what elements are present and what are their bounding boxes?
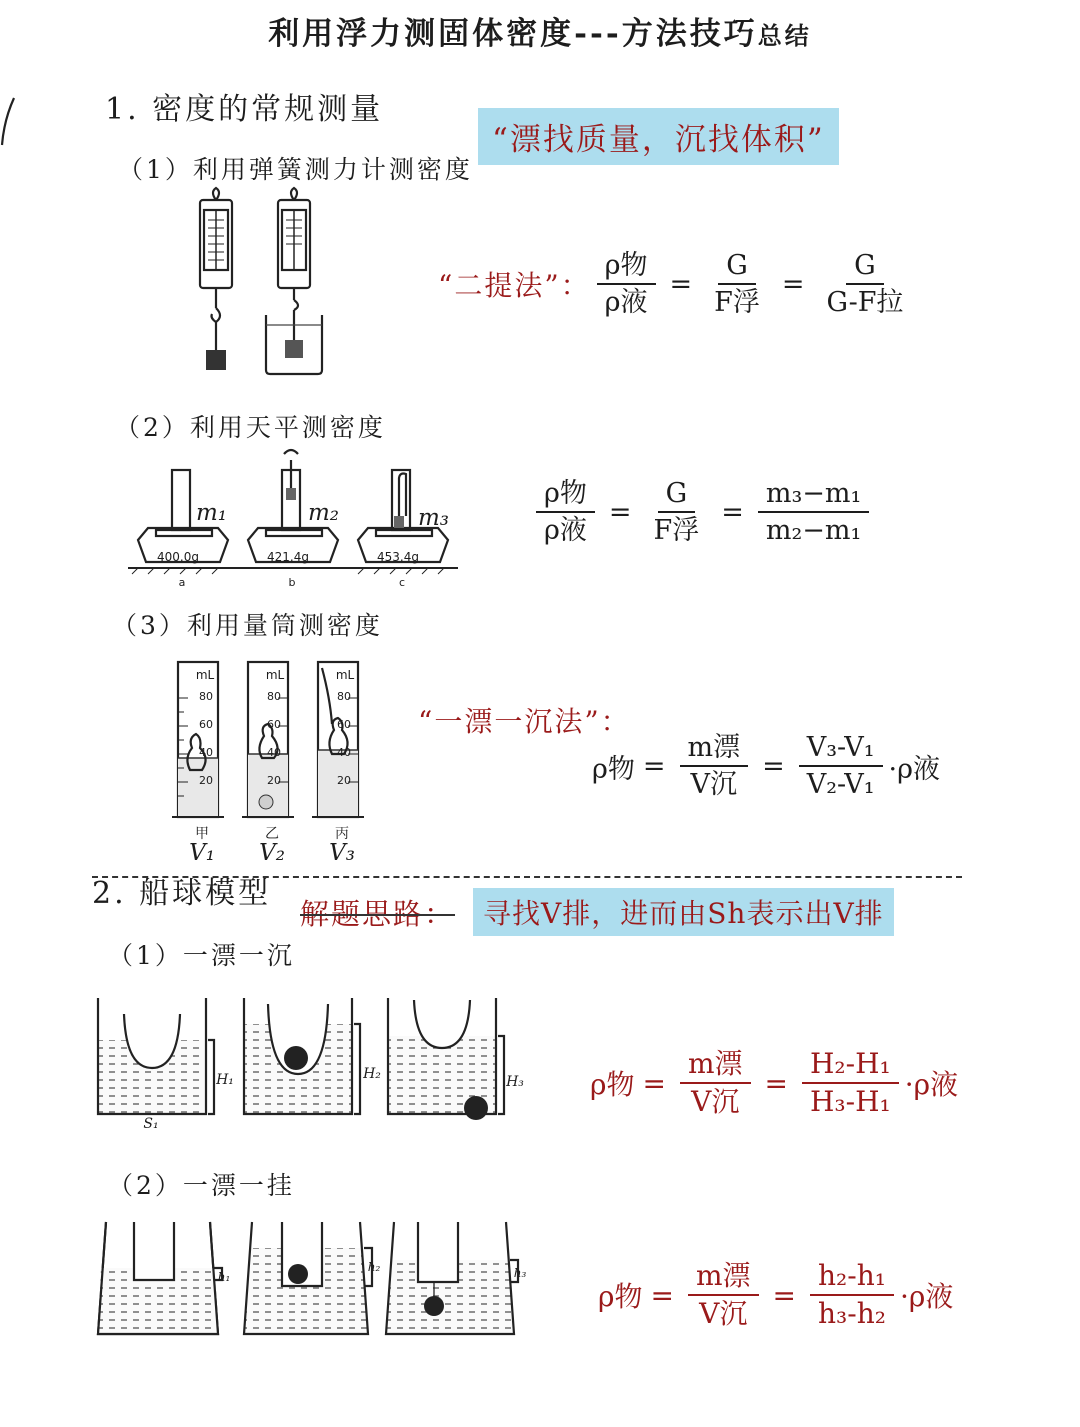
sub3-tail: ·ρ液 [888,753,941,785]
title-main: 利用浮力测固体密度---方法技巧 [268,16,758,52]
sub2-frac3 [758,478,869,546]
margin-mark [0,90,20,150]
sub3-heading: （3）利用量筒测密度 [112,611,383,640]
cyl1-unit: mL [195,668,215,682]
label-S1: S₁ [143,1116,159,1132]
idea-label: 解题思路： [300,896,456,931]
cylinder-1 [172,662,224,817]
sub2-frac2 [646,478,708,546]
sub1-frac3 [819,250,912,318]
label-m2: m₂ [308,500,340,526]
caption-c: c [398,576,406,589]
beaker-3 [386,1222,518,1334]
sub1-method-label: “二提法”： [438,269,591,303]
cyl3-tick-20: 20 [337,774,351,787]
sub3-lhs: ρ物 [592,753,635,785]
s2sub1-tail: ·ρ液 [904,1068,959,1102]
title-tail: 总结 [757,21,812,50]
container-3 [388,998,504,1120]
s2sub2-formula: ρ物 = $\frac{\text{m漂}}{\text{V沉}}$ = $\frac{\text{h₂-h₁}}{\text{h₃-h₂}}$ ·ρ液 [598,1259,954,1331]
s2sub2-frac2-den: h₃-h₂ [817,1297,886,1331]
label-v2: V₂ [259,840,285,866]
s2sub1-frac1 [680,1048,751,1118]
sub1-heading: （1）利用弹簧测力计测密度 [118,155,473,184]
cylinder-2 [242,662,294,817]
sub3-frac1-num: m漂 [680,732,749,767]
container-2 [244,998,360,1114]
label-H2: H₂ [363,1066,381,1082]
readout-a: 400.0 [157,550,192,564]
readout-unit-c: g [411,550,419,564]
cyl3-tick-80: 80 [337,690,351,703]
readout-unit-a: g [191,550,199,564]
cyl2-tick-60: 60 [267,718,281,731]
sub1-frac3-num: G [846,250,884,285]
cylinder-diagram [172,658,372,828]
caption-a: a [178,576,186,589]
label-h2: h₂ [367,1260,381,1274]
cyl1-tick-40: 40 [199,746,213,759]
sub2-frac1-den: ρ液 [544,515,587,547]
s2sub1-frac1-den: V沉 [691,1085,740,1119]
cyl2-tick-80: 80 [267,690,281,703]
sub1-frac1-num: ρ物 [597,250,656,285]
section1-heading: 1. 密度的常规测量 [105,92,384,127]
s2sub1-formula: ρ物 = $\frac{\text{m漂}}{\text{V沉}}$ = $\frac{\text{H₂-H₁}}{\text{H₃-H₁}}$ ·ρ液 [590,1047,959,1119]
sub1-frac3-den: G-F拉 [826,287,904,319]
sub1-formula: “二提法”： $\frac{\text{ρ物}}{\text{ρ液}}$ = $\frac{G}{\text{F浮}}$ = $\frac{G}{\text{G-F拉}}$ [438,250,917,318]
boat-float-sink-diagram [96,996,536,1136]
sub3-frac1 [680,732,749,800]
label-h1: h₁ [217,1270,231,1284]
label-h3: h₃ [513,1266,527,1280]
s2sub2-frac2 [810,1260,894,1330]
sub3-frac2 [799,732,883,800]
sub1-frac2-den: F浮 [714,287,760,319]
section2-heading: 2. 船球模型 [92,876,272,911]
s2sub2-heading: （2）一漂一挂 [108,1171,295,1200]
cyl1-tick-80: 80 [199,690,213,703]
beaker-2 [244,1222,372,1334]
cyl3-tick-40: 40 [337,746,351,759]
cyl2-caption: 乙 [265,826,279,842]
cyl3-tick-60: 60 [337,718,351,731]
caption-b: b [288,576,296,589]
label-v3: V₃ [329,840,355,866]
sub3-frac2-num: V₃-V₁ [799,732,883,767]
balance-a-readout [157,550,217,564]
readout-b: 421.4 [267,550,302,564]
cyl2-tick-40: 40 [267,746,281,759]
sub3-method-label: “一漂一沉法”： [418,705,631,738]
sub1-frac2-num: G [718,250,756,285]
boat-float-hang-diagram [96,1220,536,1340]
sub1-frac1-den: ρ液 [604,287,648,319]
sub2-formula: $\frac{\text{ρ物}}{\text{ρ液}}$ = $\frac{G}{\text{F浮}}$ = $\frac{\text{m₃−m₁}}{\text{m₂−m₁}}$ [530,478,875,546]
cyl1-tick-20: 20 [199,774,213,787]
s2sub2-frac1 [688,1260,759,1330]
spring-scale-in-air [200,188,232,370]
balance-diagram [128,450,458,590]
cyl3-unit: mL [335,668,355,682]
s2sub2-tail: ·ρ液 [899,1280,954,1314]
sub1-frac1 [597,250,656,318]
s2sub2-lhs: ρ物 [598,1280,643,1314]
section1-slogan: “漂找质量，沉找体积” [478,108,839,165]
page-title [0,8,1080,53]
container-1 [98,998,214,1114]
section2-idea [300,888,894,936]
sub3-frac1-den: V沉 [690,769,738,801]
sub2-frac3-num: m₃−m₁ [758,478,869,513]
s2sub1-heading: （1）一漂一沉 [108,941,295,970]
s2sub1-frac2-num: H₂-H₁ [802,1048,899,1084]
label-H3: H₃ [506,1074,524,1090]
cyl2-tick-20: 20 [267,774,281,787]
sub2-heading: （2）利用天平测密度 [115,413,386,442]
sub2-frac2-den: F浮 [653,515,700,547]
sub3-frac2-den: V₂-V₁ [806,769,875,801]
readout-c: 453.4 [377,550,412,564]
cyl1-caption: 甲 [195,826,209,842]
sub2-frac3-den: m₂−m₁ [765,515,862,547]
s2sub1-frac2 [802,1048,899,1118]
label-H1: H₁ [216,1072,234,1088]
label-m3: m₃ [418,505,450,531]
s2sub2-frac1-den: V沉 [699,1297,748,1331]
s2sub1-frac2-den: H₃-H₁ [809,1085,891,1119]
idea-text: 寻找V排，进而由Sh表示出V排 [473,888,894,936]
sub2-frac1 [536,478,595,546]
cylinder-3 [312,662,364,817]
s2sub2-frac2-num: h₂-h₁ [810,1260,894,1296]
beaker-1 [98,1222,222,1334]
s2sub2-frac1-num: m漂 [688,1260,759,1296]
sub2-frac1-num: ρ物 [536,478,595,513]
sub1-frac2 [706,250,768,318]
cyl3-caption: 丙 [335,826,349,842]
cyl2-unit: mL [265,668,285,682]
balance-c-readout [377,550,437,564]
sub2-frac2-num: G [658,478,696,513]
s2sub1-lhs: ρ物 [590,1068,635,1102]
cyl1-tick-60: 60 [199,718,213,731]
label-v1: V₁ [189,840,215,866]
s2sub1-frac1-num: m漂 [680,1048,751,1084]
spring-scale-in-liquid [266,188,322,374]
balance-b-readout [267,550,327,564]
label-m1: m₁ [196,500,228,526]
spring-scale-diagram [190,190,350,380]
readout-unit-b: g [301,550,309,564]
sub3-formula: ρ物 = $\frac{\text{m漂}}{\text{V沉}}$ = $\frac{\text{V₃-V₁}}{\text{V₂-V₁}}$ ·ρ液 [592,732,941,801]
